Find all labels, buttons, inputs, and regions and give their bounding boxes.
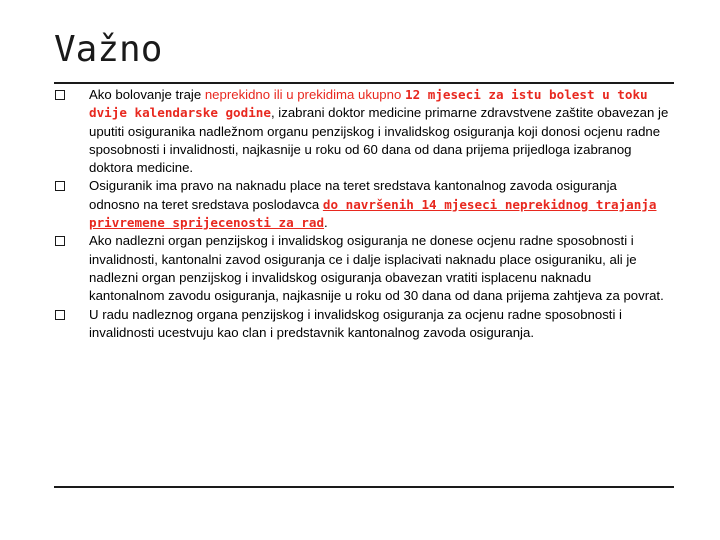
emphasis-segment: 12 mjeseci za istu bolest u toku dvije kalendarske godine xyxy=(89,87,648,121)
square-bullet-icon xyxy=(55,181,65,191)
text-segment: , izabrani doktor medicine primarne zdravstvene zaštite obavezan je uputiti osiguranika nadležnom organu penzijskog i invalidskog osiguranja koji donosi ocjenu radne sposobnosti i invalidnosti, najkasnije u roku od 60 dana od dana prijema prijedloga izabranog doktora medicine. xyxy=(89,105,669,176)
bullet-text xyxy=(89,307,622,340)
square-bullet-icon xyxy=(55,90,65,100)
text-segment: Osiguranik ima pravo na naknadu place na teret sredstava kantonalnog zavoda osiguranja odnosno na teret sredstava poslodavca xyxy=(89,178,617,212)
highlight-segment: neprekidno ili u prekidima ukupno xyxy=(204,87,402,102)
bullet-item xyxy=(55,306,670,343)
text-segment: Ako nadlezni organ penzijskog i invalidskog osiguranja ne donese ocjenu radne sposobnosti i invalidnosti, kantonalni zavod osiguranja ce i dalje isplacivati naknadu place osiguraniku, ali je nadlezni organ penzijskog i invalidskog osiguranja obavezan vratiti isplacenu naknadu kantonalnom zavodu osiguranja, najkasnije u roku od 30 dana od dana prijema zahtjeva za povrat. xyxy=(89,233,664,304)
bullet-text xyxy=(89,178,657,230)
square-bullet-icon xyxy=(55,236,65,246)
text-segment: U radu nadleznog organa penzijskog i invalidskog osiguranja za ocjenu radne sposobnosti i invalidnosti ucestvuju kao clan i predstavnik kantonalnog zavoda osiguranja. xyxy=(89,306,622,340)
bullet-list xyxy=(55,86,670,342)
title-divider xyxy=(54,82,674,84)
bullet-text xyxy=(89,87,668,175)
bullet-item xyxy=(55,86,670,177)
slide-title: Važno xyxy=(54,29,163,70)
text-segment: . xyxy=(324,215,328,231)
footer-divider xyxy=(54,486,674,488)
bullet-text xyxy=(89,233,664,303)
square-bullet-icon xyxy=(55,310,65,320)
emphasis-segment: do navršenih 14 mjeseci neprekidnog trajanja privremene sprijecenosti za rad xyxy=(89,196,657,231)
bullet-item xyxy=(55,232,670,305)
bullet-item xyxy=(55,177,670,232)
text-segment: Ako bolovanje traje xyxy=(89,87,205,102)
